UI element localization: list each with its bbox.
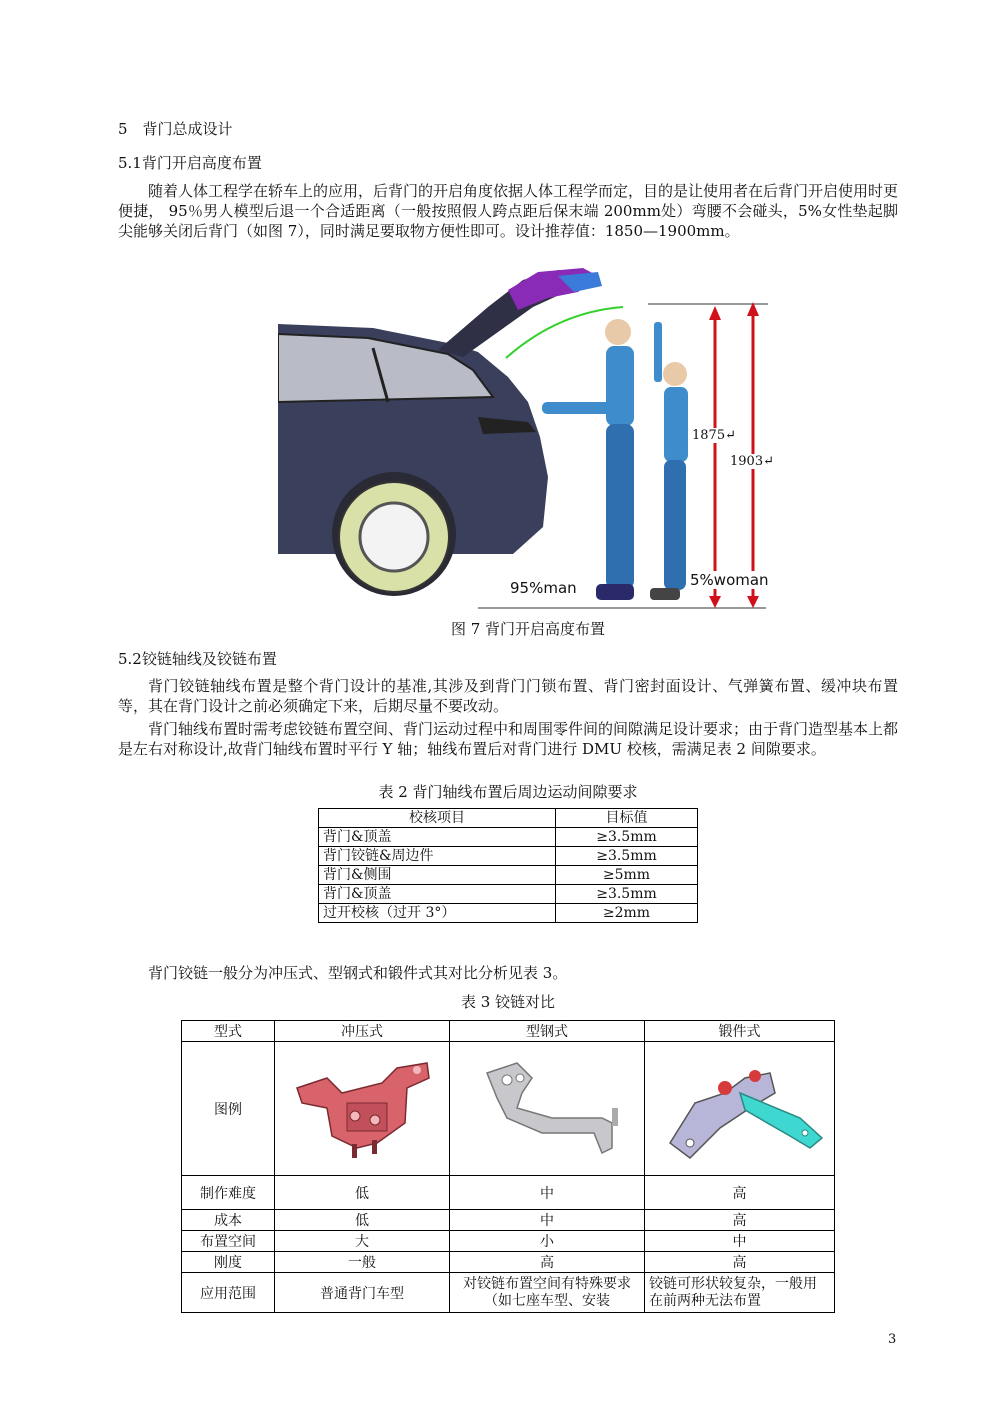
table-header-row: [319, 809, 698, 828]
figure-7-caption: 图 7 背门开启高度布置: [450, 620, 606, 638]
table-row: [182, 1210, 835, 1231]
table-cell: 中: [645, 1231, 835, 1252]
profile-steel-hinge-image-cell: [450, 1042, 645, 1176]
table-cell: 中: [450, 1176, 645, 1210]
table-cell: 过开校核（过开 3°）: [319, 904, 556, 923]
table-2-caption: 表 2 背门轴线布置后周边运动间隙要求: [378, 783, 638, 801]
table-row-illustration: [182, 1042, 835, 1176]
table-cell: 中: [450, 1210, 645, 1231]
page-number: 3: [888, 1332, 897, 1347]
forged-hinge-icon: [650, 1048, 830, 1166]
table-header: 型式: [182, 1021, 275, 1042]
profile-steel-hinge-icon: [462, 1048, 632, 1166]
table-3: [181, 1020, 835, 1313]
table-header: 型钢式: [450, 1021, 645, 1042]
table-row: [319, 847, 698, 866]
table-header: 目标值: [556, 809, 698, 828]
table-cell: ≥3.5mm: [556, 885, 698, 904]
woman-5-figure: [650, 322, 688, 600]
label-1903: 1903↵: [730, 454, 774, 469]
label-5-woman: 5%woman: [690, 571, 769, 589]
table-cell: 普通背门车型: [275, 1273, 450, 1313]
table-header-row: [182, 1021, 835, 1042]
paragraph-hinge-types: 背门铰链一般分为冲压式、型钢式和锻件式其对比分析见表 3。: [148, 964, 568, 982]
forged-hinge-image-cell: [645, 1042, 835, 1176]
table-cell: ≥3.5mm: [556, 847, 698, 866]
dimension-arrow-1875: [709, 306, 721, 608]
table-cell: 背门&侧围: [319, 866, 556, 885]
rim: [360, 503, 428, 571]
table-cell: 刚度: [182, 1252, 275, 1273]
table-cell: 布置空间: [182, 1231, 275, 1252]
table-header: 冲压式: [275, 1021, 450, 1042]
table-cell: 低: [275, 1210, 450, 1231]
table-row: [319, 885, 698, 904]
man-95-figure: [542, 319, 634, 600]
table-row: [319, 904, 698, 923]
table-cell: ≥3.5mm: [556, 828, 698, 847]
table-cell: 低: [275, 1176, 450, 1210]
table-cell: 铰链可形状较复杂，一般用在前两种无法布置: [645, 1273, 835, 1313]
table-cell: 制作难度: [182, 1176, 275, 1210]
table-3-caption: 表 3 铰链对比: [460, 993, 556, 1011]
table-cell: 背门&顶盖: [319, 828, 556, 847]
table-row: [182, 1176, 835, 1210]
table-cell: 小: [450, 1231, 645, 1252]
table-cell: 一般: [275, 1252, 450, 1273]
table-header: 校核项目: [319, 809, 556, 828]
table-cell: 对铰链布置空间有特殊要求（如七座车型、安装: [450, 1273, 645, 1313]
table-cell: ≥2mm: [556, 904, 698, 923]
table-row: [182, 1273, 835, 1313]
table-cell: ≥5mm: [556, 866, 698, 885]
table-cell: 图例: [182, 1042, 275, 1176]
paragraph-axis-layout: 背门轴线布置时需考虑铰链布置空间、背门运动过程中和周围零件间的间隙满足设计要求；由于背门造型基本上都是左右对称设计,故背门轴线布置时平行 Y 轴；轴线布置后对背门进行 DMU 校核，需满足表 2 间隙要求。: [118, 720, 899, 758]
paragraph-hinge-axis: 背门铰链轴线布置是整个背门设计的基准,其涉及到背门门锁布置、背门密封面设计、气弹簧布置、缓冲块布置等，其在背门设计之前必须确定下来，后期尽量不要改动。: [118, 677, 898, 715]
table-row: [182, 1231, 835, 1252]
label-1875: 1875↵: [692, 428, 736, 443]
subsection-title-5-2: 5.2铰链轴线及铰链布置: [118, 650, 277, 668]
figure-7: [278, 262, 778, 612]
table-cell: 高: [645, 1210, 835, 1231]
table-2: [318, 808, 698, 923]
table-cell: 背门铰链&周边件: [319, 847, 556, 866]
stamped-hinge-image-cell: [275, 1042, 450, 1176]
table-row: [319, 866, 698, 885]
stamped-hinge-icon: [287, 1048, 437, 1166]
table-cell: 高: [450, 1252, 645, 1273]
table-row: [182, 1252, 835, 1273]
section-title: 5 背门总成设计: [118, 120, 233, 138]
table-header: 锻件式: [645, 1021, 835, 1042]
table-row: [319, 828, 698, 847]
table-cell: 高: [645, 1252, 835, 1273]
paragraph-opening-height: 随着人体工程学在轿车上的应用，后背门的开启角度依据人体工程学而定，目的是让使用者在后背门开启使用时更便捷， 95％男人模型后退一个合适距离（一般按照假人跨点距后保末端 200mm处）弯腰不会碰头，5%女性垫起脚尖能够关闭后背门（如图 7），同时满足要取物方便性即可。设计推荐值：1850—1900mm。: [118, 182, 899, 240]
table-cell: 成本: [182, 1210, 275, 1231]
subsection-title-5-1: 5.1背门开启高度布置: [118, 154, 262, 172]
table-cell: 背门&顶盖: [319, 885, 556, 904]
table-cell: 应用范围: [182, 1273, 275, 1313]
table-cell: 高: [645, 1176, 835, 1210]
label-95-man: 95%man: [510, 579, 577, 597]
table-cell: 大: [275, 1231, 450, 1252]
